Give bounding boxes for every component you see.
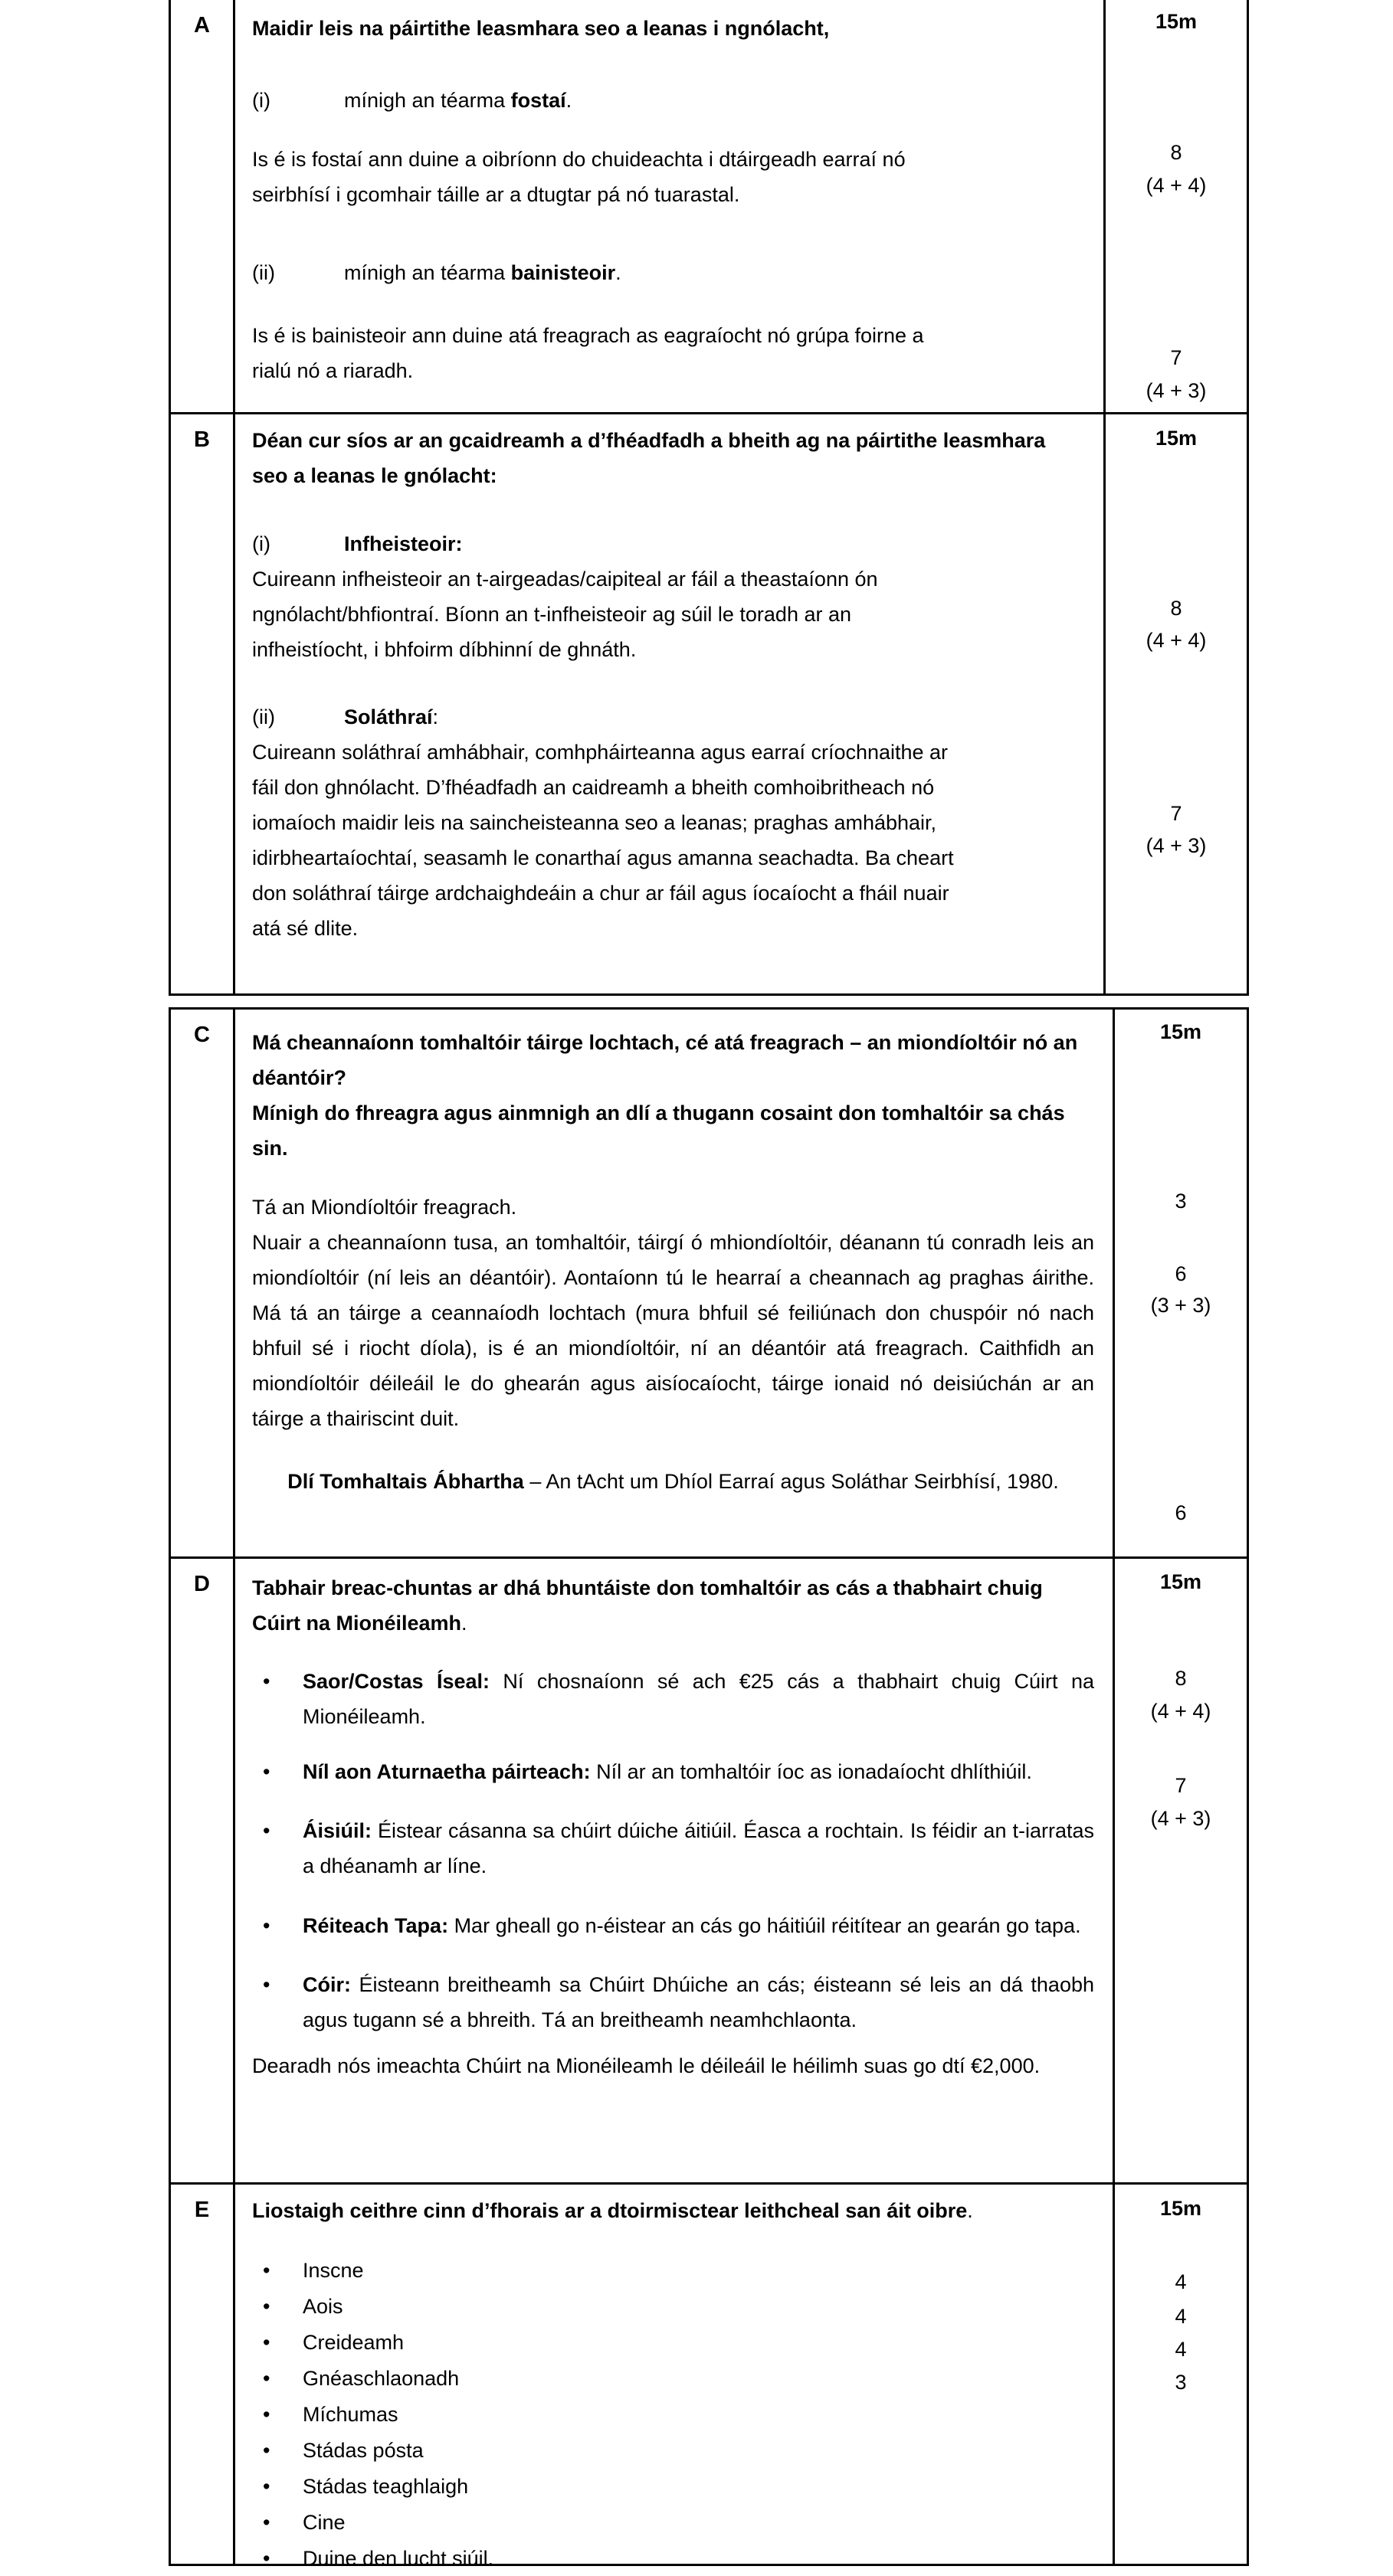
text-run: Duine den lucht siúil.: [303, 2547, 494, 2570]
mark-value: (4 + 4): [1146, 174, 1207, 197]
bullet-block: [252, 2289, 1094, 2324]
mark-value: (4 + 4): [1146, 629, 1207, 652]
bullet-icon: •: [263, 1973, 270, 1996]
text-run: Cuireann infheisteoir an t-airgeadas/caipiteal ar fáil a theastaíonn ón ngnólacht/bhfiontraí. Bíonn an t-infheisteoir ag súil le toradh ar an infheistíocht, i bhfoirm díbhinní de ghnáth.: [252, 568, 878, 661]
list-number: (i): [252, 532, 270, 555]
mark-value: 15m: [1155, 10, 1198, 33]
mark-value: 6: [1175, 1262, 1187, 1285]
answer-table-c-d-e: [169, 1007, 1249, 2570]
mark-value: 15m: [1155, 427, 1198, 450]
row-letter-cell: [171, 0, 235, 412]
answer-table-a-b: [169, 0, 1249, 996]
list-number: (ii): [252, 705, 275, 728]
text-run: bainisteoir: [510, 261, 616, 284]
mark-value: 15m: [1159, 1570, 1202, 1593]
text-run: Aois: [303, 2295, 343, 2318]
text-run: Cine: [303, 2511, 346, 2534]
bullet-icon: •: [263, 2439, 270, 2462]
text-run: mínigh an téarma: [344, 89, 511, 112]
row-letter-cell: [171, 2185, 235, 2564]
mark-value: (4 + 3): [1150, 1807, 1211, 1830]
marks-cell: [1113, 1010, 1247, 1556]
bullet-icon: •: [263, 2403, 270, 2426]
bullet-block: [252, 2433, 1094, 2468]
list-number: (i): [252, 89, 270, 112]
bullet-icon: •: [263, 1819, 270, 1842]
marks-cell: [1103, 414, 1247, 993]
row-letter-cell: [171, 1559, 235, 2182]
table-row-e: [171, 2182, 1247, 2570]
text-run: mínigh an téarma: [344, 261, 511, 284]
marks-cell: [1113, 2185, 1247, 2564]
text-run: Saor/Costas Íseal:: [303, 1670, 490, 1693]
numbered-block: [252, 83, 1085, 118]
bullet-icon: •: [263, 2511, 270, 2534]
mark-value: 7: [1175, 1774, 1187, 1797]
text-run: Tabhair breac-chuntas ar dhá bhuntáiste don tomhaltóir as cás a thabhairt chuig Cúirt na Mionéileamh: [252, 1576, 1043, 1635]
row-letter-cell: [171, 1010, 235, 1556]
mark-value: (3 + 3): [1150, 1294, 1211, 1317]
text-run: .: [967, 2199, 973, 2222]
indent-para-block: [252, 735, 965, 946]
text-run: Infheisteoir:: [344, 532, 463, 555]
text-run: Éisteann breitheamh sa Chúirt Dhúiche an cás; éisteann sé leis an dá thaobh agus tugann sé a bhreith. Tá an breitheamh neamhchlaonta.: [303, 1973, 1094, 2031]
marks-cell: [1113, 1559, 1247, 2182]
mark-value: (4 + 3): [1146, 834, 1207, 857]
bullet-icon: •: [263, 2475, 270, 2498]
bullet-icon: •: [263, 2331, 270, 2354]
bullet-icon: •: [263, 1760, 270, 1783]
heading-block: [252, 2193, 1094, 2228]
bullet-block: [252, 2397, 1094, 2432]
mark-value: (4 + 3): [1146, 379, 1207, 402]
row-content: [235, 1010, 1113, 1556]
text-run: Áisiúil:: [303, 1819, 372, 1842]
text-run: Mínigh do fhreagra agus ainmnigh an dlí a thugann cosaint don tomhaltóir sa chás sin.: [252, 1101, 1065, 1160]
mark-value: 3: [1175, 1190, 1187, 1213]
bullet-block: [252, 1967, 1094, 2038]
text-run: Má cheannaíonn tomhaltóir táirge lochtach, cé atá freagrach – an miondíoltóir nó an déantóir?: [252, 1031, 1078, 1089]
mark-value: 4: [1175, 2338, 1187, 2361]
bullet-block: [252, 1813, 1094, 1884]
bullet-icon: •: [263, 2259, 270, 2282]
text-run: Liostaigh ceithre cinn d’fhorais ar a dtoirmisctear leithcheal san áit oibre: [252, 2199, 968, 2222]
mark-value: 8: [1170, 141, 1182, 164]
text-run: Dearadh nós imeachta Chúirt na Mionéileamh le déileáil le héilimh suas go dtí €2,000.: [252, 2054, 1041, 2077]
text-run: Creideamh: [303, 2331, 405, 2354]
row-letter: C: [194, 1023, 210, 1047]
mark-value: 8: [1175, 1667, 1187, 1690]
mark-value: 7: [1170, 802, 1182, 825]
text-run: Déan cur síos ar an gcaidreamh a d’fhéadfadh a bheith ag na páirtithe leasmhara seo a leanas le gnólacht:: [252, 429, 1046, 487]
text-run: Réiteach Tapa:: [303, 1914, 449, 1937]
indent-para-block: [252, 318, 965, 388]
row-letter: B: [194, 427, 210, 452]
table-row-a: [171, 0, 1247, 412]
text-run: :: [432, 705, 439, 728]
bullet-icon: •: [263, 1670, 270, 1693]
indent-para-block: [252, 142, 965, 212]
text-run: fostaí: [510, 89, 566, 112]
bullet-block: [252, 2253, 1094, 2288]
row-letter: A: [194, 13, 210, 38]
text-run: .: [565, 89, 572, 112]
text-run: Éistear cásanna sa chúirt dúiche áitiúil. Éasca a rochtain. Is féidir an t-iarratas a dhéanamh ar líne.: [303, 1819, 1094, 1877]
heading-block: [252, 1095, 1094, 1166]
text-run: Mar gheall go n-éistear an cás go háitiúil réitítear an gearán go tapa.: [448, 1914, 1081, 1937]
mark-value: 15m: [1159, 1020, 1202, 1043]
mark-value: 7: [1170, 346, 1182, 369]
row-letter: D: [194, 1572, 210, 1596]
text-run: Tá an Miondíoltóir freagrach.: [252, 1196, 517, 1219]
text-run: Is é is bainisteoir ann duine atá freagrach as eagraíocht nó grúpa foirne a rialú nó a riaradh.: [252, 324, 924, 382]
text-run: Cuireann soláthraí amhábhair, comhpháirteanna agus earraí críochnaithe ar fáil don ghnólacht. D’fhéadfadh an caidreamh a bheith comhoibritheach nó iomaíoch maidir leis na saincheisteanna seo a leanas; praghas amhábhair, idirbheartaíochtaí, seasamh le conarthaí agus amanna seachadta. Ba cheart don soláthraí táirge ardchaighdeáin a chur ar fáil agus íocaíocht a fháil nuair atá sé dlite.: [252, 741, 954, 940]
bullet-icon: •: [263, 1914, 270, 1937]
mark-value: 8: [1170, 597, 1182, 620]
bullet-icon: •: [263, 2295, 270, 2318]
text-run: Cóir:: [303, 1973, 351, 1996]
bullet-block: [252, 2325, 1094, 2360]
bullet-block: [252, 1754, 1094, 1789]
table-row-b: [171, 412, 1247, 993]
row-content: [235, 414, 1103, 993]
heading-block: [252, 1570, 1094, 1641]
numbered-block: [252, 255, 1085, 290]
text-run: – An tAcht um Dhíol Earraí agus Soláthar Seirbhísí, 1980.: [529, 1470, 1059, 1493]
text-run: Soláthraí: [344, 705, 433, 728]
text-run: Nuair a cheannaíonn tusa, an tomhaltóir, táirgí ó mhiondíoltóir, déanann tú conradh leis an miondíoltóir (ní leis an déantóir). Aontaíonn tú le hearraí a cheannach ag praghas áirithe. Má tá an táirge a ceannaíodh lochtach (mura bhfuil sé feiliúnach don chuspóir nó nach bhfuil sé i riocht díola), is é an miondíoltóir, ní an déantóir atá freagrach. Caithfidh an miondíoltóir déileáil le do ghearán agus aisíocaíocht, táirge ionaid nó deisiúchán ar an táirge a thairiscint duit.: [252, 1231, 1094, 1430]
heading-block: [252, 11, 1085, 46]
text-run: .: [461, 1612, 467, 1635]
table-row-d: [171, 1556, 1247, 2182]
mark-value: 15m: [1159, 2197, 1202, 2220]
bullet-block: [252, 2541, 1094, 2576]
text-run: Ní chosnaíonn sé ach €25 cás a thabhairt chuig Cúirt na Mionéileamh.: [303, 1670, 1094, 1728]
row-letter: E: [194, 2198, 210, 2222]
mark-value: 4: [1175, 2270, 1187, 2293]
para-block: [252, 1190, 1094, 1225]
bullet-block: [252, 2361, 1094, 2396]
mark-value: 6: [1175, 1501, 1187, 1524]
text-run: Inscne: [303, 2259, 364, 2282]
bullet-icon: •: [263, 2367, 270, 2390]
text-run: Maidir leis na páirtithe leasmhara seo a leanas i ngnólacht,: [252, 17, 830, 40]
row-content: [235, 2185, 1113, 2570]
row-letter-cell: [171, 414, 235, 993]
text-run: Míchumas: [303, 2403, 398, 2426]
bullet-block: [252, 1908, 1094, 1943]
text-run: Níl ar an tomhaltóir íoc as ionadaíocht dhlíthiúil.: [590, 1760, 1032, 1783]
text-run: Is é is fostaí ann duine a oibríonn do chuideachta i dtáirgeadh earraí nó seirbhísí i gcomhair táille ar a dtugtar pá nó tuarastal.: [252, 148, 906, 206]
mark-value: (4 + 4): [1150, 1700, 1211, 1723]
mark-value: 4: [1175, 2305, 1187, 2328]
bullet-icon: •: [263, 2547, 270, 2570]
indent-para-block: [252, 561, 965, 667]
numbered-block: [252, 699, 1085, 735]
list-number: (ii): [252, 261, 275, 284]
table-row-c: [171, 1010, 1247, 1556]
mark-value: 3: [1175, 2371, 1187, 2394]
text-run: Níl aon Aturnaetha páirteach:: [303, 1760, 591, 1783]
text-run: .: [615, 261, 621, 284]
para-block: [252, 1225, 1094, 1436]
text-run: Stádas teaghlaigh: [303, 2475, 469, 2498]
text-run: Dlí Tomhaltais Ábhartha: [287, 1470, 530, 1493]
bullet-block: [252, 2469, 1094, 2504]
row-content: [235, 0, 1103, 412]
numbered-block: [252, 526, 1085, 561]
marks-cell: [1103, 0, 1247, 412]
heading-block: [252, 1025, 1094, 1095]
text-run: Gnéaschlaonadh: [303, 2367, 460, 2390]
para-block: [252, 2048, 1094, 2083]
row-content: [235, 1559, 1113, 2182]
bullet-block: [252, 1664, 1094, 1734]
heading-block: [252, 423, 1085, 493]
text-run: Stádas pósta: [303, 2439, 424, 2462]
bullet-block: [252, 2505, 1094, 2540]
center-block: [252, 1464, 1094, 1499]
